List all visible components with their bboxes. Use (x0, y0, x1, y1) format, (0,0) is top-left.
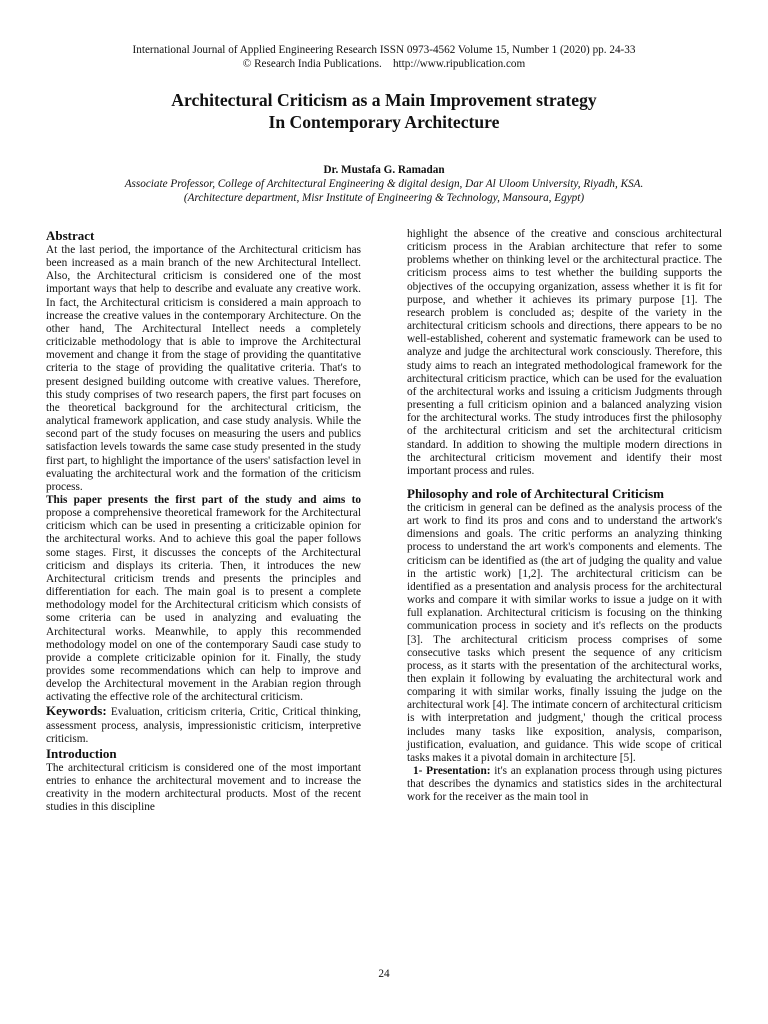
page-number: 24 (378, 968, 390, 980)
author-affiliation-1: Associate Professor, College of Architectural Engineering & digital design, Dar Al Uloom University, Riyadh, KSA. (124, 178, 644, 190)
left-column (46, 228, 361, 815)
title-line-2: In Contemporary Architecture (268, 111, 500, 132)
publisher-line: © Research India Publications. http://www.ripublication.com (242, 58, 526, 70)
journal-citation: International Journal of Applied Engineering Research ISSN 0973-4562 Volume 15, Number 1 (2020) pp. 24-33 (132, 44, 636, 56)
title-line-1: Architectural Criticism as a Main Improvement strategy (171, 90, 597, 110)
abstract-heading: Abstract (46, 228, 95, 243)
keywords (46, 704, 361, 745)
abstract-paragraph-2 (46, 494, 361, 705)
abstract-paragraph-2-text: propose a comprehensive theoretical framework for the Architectural criticism which can be used in presenting a criticizable opinion for the architectural works. And to achieve this goal the paper follows some stages. First, it discusses the concepts of the Architectural criticism and displays its criteria. Then, it introduces the new Architectural criticism trends and presents the principles and differentiation for each. The main goal is to present a complete methodology model for the Architectural criticism which consists of some criteria can be used in analyzing and evaluating the Architectural works. Meanwhile, to apply this recommended methodology model on one of the contemporary Saudi case study to provide a complete criticizable opinion for it. Finally, the study provides some recommendations which can help to improve and develop the Architectural movement in the Arabian region through activating the effective role of the architectural criticism. (46, 507, 361, 704)
journal-header (0, 43, 768, 71)
introduction-paragraph: The architectural criticism is considered one of the most important entries to enhance the architectural movement and to increase the creativity in the modern architectural products. Most of the recent studies in this discipline (46, 761, 361, 814)
presentation-label: 1- Presentation: (413, 765, 491, 778)
philosophy-heading: Philosophy and role of Architectural Criticism (407, 485, 664, 501)
author-name: Dr. Mustafa G. Ramadan (323, 164, 445, 176)
introduction-heading: Introduction (46, 745, 117, 761)
presentation-paragraph (407, 765, 722, 804)
philosophy-paragraph: the criticism in general can be defined as the analysis process of the art work to find its pros and cons and to understand the artwork's dimensions and goals. The critic performs an analyzing thinking process to understand the art work's components and elements. The criticism can be identified as (the art of judging the quality and value in the artistic work) [1,2]. The architectural criticism can be identified as a presentation and analysis process for the architectural works and compare it with similar works to issue a judge on it with full explanation. Architectural criticism is focusing on the thinking communication process in society and it's reflects on the products [3]. The architectural criticism process comprises of some consecutive tasks which present the sequence of any criticism process, as it starts with the presentation of the architectural works, then explain it following by evaluating the architectural work and comparing it with similar works, finally issuing the judge on the architectural work [4]. The intimate concern of architectural criticism is with interpretation and judgment,' though the critical process includes many tasks like exposition, analysis, comparison, justification, evaluation, and guidance. This wide scope of critical tasks makes it a pivotal domain in architecture [5]. (407, 501, 722, 764)
abstract-paragraph-1: At the last period, the importance of the Architectural criticism has been increased as a main branch of the new Architectural Intellect. Also, the Architectural criticism is considered one of the most important ways that help to describe and evaluate any creative work. In fact, the Architectural criticism is considered a main approach to increase the creative values in the contemporary Architecture. On the other hand, The Architectural Intellect needs a completely criticizable methodology that is able to improve the Architectural movement and change it from the stage of providing the quantitative criteria to the stage of providing the qualitative criteria. That's to present designed building outcome with creative values. Therefore, this study comprises of two research papers, the first part focuses on the theoretical background for the architectural criticism, the analytical framework application, and case study analysis. While the second part of the study focuses on measuring the users and publics satisfaction levels towards the same case study presented in the study first part, to highlight the importance of the users' satisfaction level in evaluating the architectural work and the formation of the criticism process. (46, 244, 361, 493)
author-affiliation-2: (Architecture department, Misr Institute of Engineering & Technology, Mansoura, Egypt) (183, 192, 585, 204)
presentation-text: it's an explanation process through using pictures that describes the dynamics and statistics sides in the architectural work for the receiver as the main tool in (407, 765, 722, 804)
introduction-continued: highlight the absence of the creative and conscious architectural criticism process in the Arabian architecture that refer to some problems whether on thinking level or the architectural practice. The criticism process aims to test whether the building supports the objectives of the occupying organization, assess whether it is fit for purpose, and whether it achieves its primary purpose [1]. The research problem is concluded as; despite of the variety in the architectural criticism schools and directions, there appears to be no well-established, coherent and systematic framework can be used to analyze and judge the architectural work consciously. Therefore, this study aims to reach an integrated methodological framework for the architectural criticism practice, which can be used for the evaluation of the architectural works and issuing a criticism Judgments through presenting a full criticism opinion and a balanced analyzing vision for the architectural works. The study introduces first the philosophy of the architectural criticism and set the architectural criticism standard. In addition to showing the multiple modern directions in the architectural criticism movement and identify their most important process and rules. (407, 228, 722, 477)
keywords-text: Evaluation, criticism criteria, Critic, Critical thinking, assessment process, analysis, impressionistic criticism, interpretive criticism. (46, 706, 361, 745)
abstract-bold-lead: This paper presents the first part of the study and aims to (46, 493, 361, 506)
paper-title (0, 90, 768, 133)
author-block (0, 163, 768, 205)
right-column (407, 228, 722, 805)
keywords-label: Keywords: (46, 703, 107, 719)
